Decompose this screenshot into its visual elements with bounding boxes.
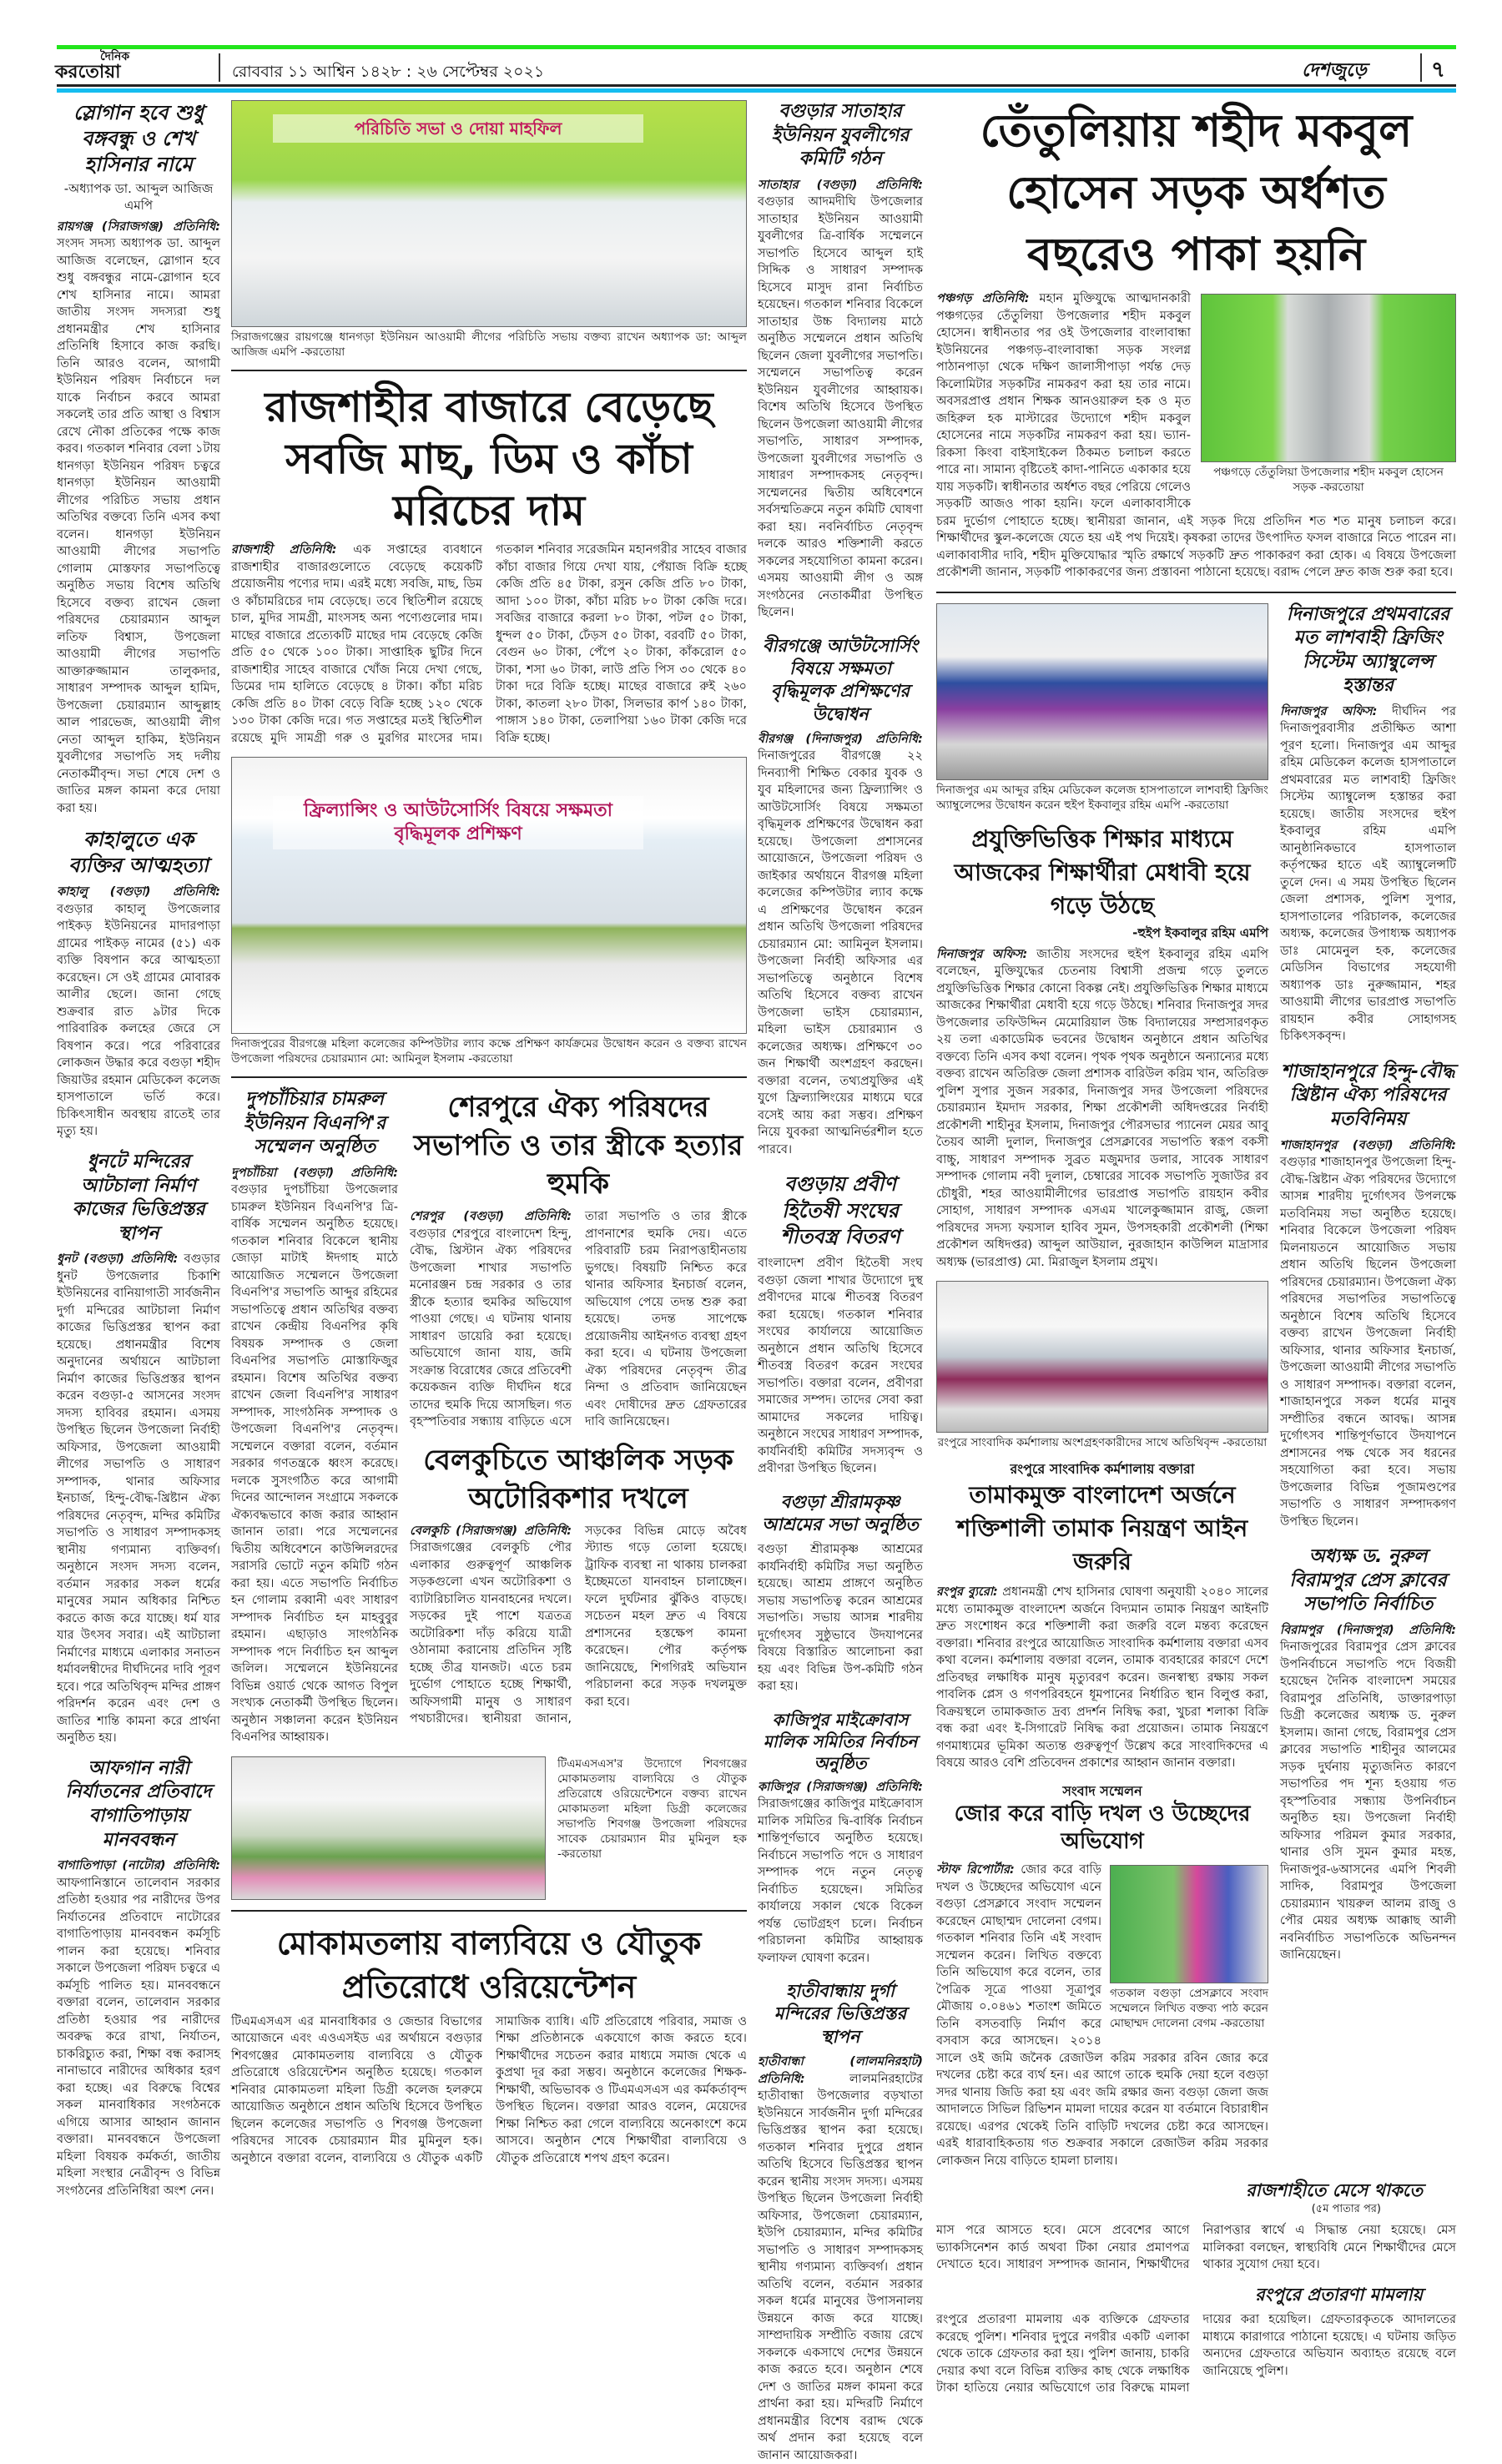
dateline: বেলকুচি (সিরাজগঞ্জ) প্রতিনিধি: [410, 1524, 572, 1538]
row-right-main [936, 603, 1456, 2170]
figure-press-conference [1110, 1865, 1268, 2031]
article-body [57, 1251, 220, 1747]
figure-dinajpur [936, 603, 1268, 813]
article-belkuchi [410, 1441, 747, 1728]
dateline: ধুনট (বগুড়া) প্রতিনিধি: [57, 1252, 179, 1267]
article-body [936, 946, 1268, 1272]
column-2 [231, 100, 747, 2167]
article-sherpur [410, 1088, 747, 1431]
dateline: রায়গঞ্জ (সিরাজগঞ্জ) প্রতিনিধি: [57, 219, 220, 234]
article-body [758, 1779, 923, 1968]
column-right [936, 100, 1456, 2397]
headline: বগুড়ায় প্রবীণ হিতৈষী সংঘের শীতবস্ত্র বিতরণ [780, 1172, 900, 1248]
dateline: রাজশাহী প্রতিনিধি: [231, 543, 337, 557]
body-text: জাতীয় সংসদের হুইপ ইকবালুর রহিম এমপি বলেছেন, মুক্তিযুদ্ধের চেতনায় বিশ্বাসী প্রজন্ম গড়ে তুলতে প্রযুক্তিভিত্তিক শিক্ষার কোনো বিকল্প নেই। প্রযুক্তিভিত্তিক শিক্ষার মাধ্যমে আজকের শিক্ষার্থীরা মেধাবী হয়ে গড়ে উঠছে। শনিবার দিনাজপুর সদর উপজেলার তফিউদ্দিন মেমোরিয়াল উচ্চ বিদ্যালয়ের সম্প্রসারণকৃত ২য় তলা একাডেমিক ভবনের উদ্বোধন অনুষ্ঠানে প্রধান অতিথির বক্তব্যে তিনি এসব কথা বলেন। পৃথক পৃথক অনুষ্ঠানে অন্যান্যের মধ্যে বক্তব্য রাখেন অতিরিক্ত জেলা প্রশাসক বারিউল করিম খান, অতিরিক্ত পুলিশ সুপার সুজন সরকার, দিনাজপুর সদর উপজেলা পরিষদের চেয়ারম্যান ইমদাদ সরকার, শিক্ষা প্রকৌশলী অধিদপ্তরের নির্বাহী প্রকৌশলী শাহীনুর ইসলাম, দিনাজপুর পৌরসভার প্যানেল মেয়র আবু তৈয়ব আলী দুলাল, দিনাজপুর প্রেসক্লাবের সভাপতি স্বরূপ বকসী বাচ্চু, সাধারণ সম্পাদক সুব্রত মজুমদার ডলার, সাবেক সাধারণ সম্পাদক গোলাম নবী দুলাল, চেম্বারের সাবেক সভাপতি সুজাউর রব চৌধুরী, শহর আওয়ামীলীগের ভারপ্রাপ্ত সভাপতি রায়হান কবীর সোহাগ, সাধারণ সম্পাদক এসএম খালেকুজ্জামান রাজু, জেলা পরিষদের সদস্য ফয়সাল হাবিব সুমন, উপসহকারী প্রকৌশলী (শিক্ষা প্রকৌশল অধিদপ্তর) আব্দুল আউয়াল, নুরজাহান কাউন্সিল মাদ্রাসার অধ্যক্ষ (ভারপ্রাপ্ত) মো. মিরাজুল ইসলাম প্রমুখ। [936, 947, 1268, 1269]
headline: অধ্যক্ষ ড. নুরুল বিরামপুর প্রেস ক্লাবের সভাপতি নির্বাচিত [1289, 1546, 1447, 1615]
figure-slogan [231, 100, 747, 360]
dateline: সাতাহার (বগুড়া) প্রতিনিধি: [758, 178, 923, 192]
article-kazipur [758, 1709, 923, 1968]
headline: রাজশাহীর বাজারে বেড়েছে সবজি মাছ, ডিম ও কাঁচা মরিচের দাম [265, 383, 713, 535]
body-text: সংসদ সদস্য অধ্যাপক ডা. আব্দুল আজিজ বলেছেন, স্লোগান হবে শুধু বঙ্গবন্ধুর নামে-স্লোগান হবে শেখ হাসিনার নামে। আমরা জাতীয় সংসদ সদস্যরা শুধু প্রধানমন্ত্রীর শেখ হাসিনার প্রতিনিধি হিসাবে কাজ করছি। তিনি আরও বলেন, আগামী ইউনিয়ন পরিষদ নির্বাচনে দল যাকে নির্বাচন করবে আমরা সকলেই তার প্রতি আস্থা ও বিশ্বাস রেখে নৌকা প্রতিকের পক্ষে কাজ করব। গতকাল শনিবার বেলা ১টায় ধানগড়া ইউনিয়ন পরিষদ চত্বরে ধানগড়া ইউনিয়ন আওয়ামী লীগের পরিচিত সভায় প্রধান অতিথির বক্তব্যে তিনি এসব কথা বলেন। ধানগড়া ইউনিয়ন আওয়ামী লীগের সভাপতি গোলাম মোস্তফার সভাপতিত্বে অনুষ্ঠিত সভায় বিশেষ অতিথি হিসেবে বক্তব্য রাখেন জেলা পরিষদের চেয়ারম্যান আব্দুল লতিফ বিশ্বাস, উপজেলা আওয়ামী লীগের সভাপতি আক্তারুজ্জামান তালুকদার, সাধারণ সম্পাদক আব্দুল হামিদ, উপজেলা চেয়ারম্যান আব্দুল্লাহ আল পারভেজ, আওয়ামী লীগ নেতা আব্দুল হাকিম, ইউনিয়ন যুবলীগের সভাপতি সহ দলীয় নেতাকর্মীবৃন্দ। সভা শেষে দেশ ও জাতির মঙ্গল কামনা করে দোয়া করা হয়। [57, 237, 220, 815]
article-body [1280, 703, 1456, 1046]
dateline: স্টাফ রিপোর্টার: [936, 1863, 1015, 1877]
article-projukti [936, 823, 1268, 1272]
stack-right-right [1280, 603, 1456, 1964]
headline: হাতীবান্ধায় দুর্গা মন্দিরের ভিত্তিপ্রস্তর স্থাপন [774, 1981, 907, 2047]
article-body [936, 2311, 1456, 2397]
masthead-rule-green [57, 45, 1456, 49]
article-body [57, 884, 220, 1141]
article-body [936, 1584, 1268, 1772]
article-body [410, 1208, 747, 1431]
body-text: বগুড়ার আদমদীঘি উপজেলার সাতাহার ইউনিয়ন আওয়ামী যুবলীগের ত্রি-বার্ষিক সম্মেলনে সভাপতি হিসেবে আব্দুল হাই সিদ্দিক ও সাধারণ সম্পাদক হিসেবে মাসুদ রানা নির্বাচিত হয়েছেন। গতকাল শনিবার বিকেলে সাতাহার উচ্চ বিদ্যালয় মাঠে অনুষ্ঠিত সম্মেলনে প্রধান অতিথি ছিলেন জেলা যুবলীগের সভাপতি। সম্মেলনে সভাপতিত্ব করেন ইউনিয়ন যুবলীগের আহ্বায়ক। বিশেষ অতিথি হিসেবে উপস্থিত ছিলেন উপজেলা আওয়ামী লীগের সভাপতি, সাধারণ সম্পাদক, উপজেলা যুবলীগের সভাপতি ও সাধারণ সম্পাদকসহ নেতৃবৃন্দ। সম্মেলনের দ্বিতীয় অধিবেশনে সর্বসম্মতিক্রমে নতুন কমিটি ঘোষণা করা হয়। নবনির্বাচিত নেতৃবৃন্দ দলকে আরও শক্তিশালী করতে সকলের সহযোগিতা কামনা করেন। এসময় আওয়ামী লীগ ও অঙ্গ সংগঠনের নেতাকর্মীরা উপস্থিত ছিলেন। [758, 195, 923, 620]
article-body [410, 1523, 747, 1728]
body-text: বগুড়া শ্রীরামকৃষ্ণ আশ্রমের কার্যনির্বাহী কমিটির সভা অনুষ্ঠিত হয়েছে। আশ্রম প্রাঙ্গণে অনুষ্ঠিত সভায় সভাপতিত্ব করেন আশ্রমের সভাপতি। সভায় আসন্ন শারদীয় দুর্গোৎসব সুষ্ঠুভাবে উদযাপনের বিষয়ে বিস্তারিত আলোচনা করা হয় এবং বিভিন্ন উপ-কমিটি গঠন করা হয়। [758, 1543, 923, 1694]
body-text: সিরাজগঞ্জের বেলকুচি পৌর এলাকার গুরুত্বপূর্ণ আঞ্চলিক সড়কগুলো এখন অটোরিকশা ও ব্যাটারিচালিত যানবাহনের দখলে। সড়কের দুই পাশে যত্রতত্র অটোরিকশা দাঁড় করিয়ে যাত্রী ওঠানামা করানোয় প্রতিদিন সৃষ্টি হচ্ছে তীব্র যানজট। এতে চরম দুর্ভোগ পোহাতে হচ্ছে শিক্ষার্থী, অফিসগামী মানুষ ও সাধারণ পথচারীদের। স্থানীয়রা জানান, সড়কের বিভিন্ন মোড়ে অবৈধ স্ট্যান্ড গড়ে তোলা হয়েছে। ট্রাফিক ব্যবস্থা না থাকায় চালকরা ইচ্ছেমতো যানবাহন চালাচ্ছেন। ফলে দুর্ঘটনার ঝুঁকিও বাড়ছে। সচেতন মহল দ্রুত এ বিষয়ে প্রশাসনের হস্তক্ষেপ কামনা করেছেন। পৌর কর্তৃপক্ষ জানিয়েছে, শিগগিরই অভিযান পরিচালনা করে সড়ক দখলমুক্ত করা হবে। [410, 1524, 747, 1726]
headline: বেলকুচিতে আঞ্চলিক সড়ক অটোরিকশার দখলে [423, 1443, 733, 1515]
article-hatibandha [758, 1980, 923, 2464]
article-body [231, 542, 747, 747]
photo-press-conference [1110, 1865, 1268, 1983]
headline: বীরগঞ্জে আউটসোর্সিং বিষয়ে সক্ষমতা বৃদ্ধিমূলক প্রশিক্ষণের উদ্বোধন [762, 635, 919, 724]
body-text: বগুড়ার শেরপুরে বাংলাদেশ হিন্দু, বৌদ্ধ, খ্রিস্টান ঐক্য পরিষদের উপজেলা শাখার সভাপতি মনোরঞ্জন চন্দ্র সরকার ও তার স্ত্রীকে হত্যার হুমকির অভিযোগ পাওয়া গেছে। এ ঘটনায় থানায় সাধারণ ডায়েরি করা হয়েছে। অভিযোগে জানা যায়, জমি সংক্রান্ত বিরোধের জেরে প্রতিবেশী কয়েকজন ব্যক্তি দীর্ঘদিন ধরে তাদের হুমকি দিয়ে আসছিল। গত বৃহস্পতিবার সন্ধ্যায় বাড়িতে এসে তারা সভাপতি ও তার স্ত্রীকে প্রাণনাশের হুমকি দেয়। এতে পরিবারটি চরম নিরাপত্তাহীনতায় ভুগছে। বিষয়টি নিশ্চিত করে থানার অফিসার ইনচার্জ বলেন, অভিযোগ পেয়ে তদন্ত শুরু করা হয়েছে। তদন্ত সাপেক্ষে প্রয়োজনীয় আইনগত ব্যবস্থা গ্রহণ করা হবে। এ ঘটনায় উপজেলা ঐক্য পরিষদের নেতৃবৃন্দ তীব্র নিন্দা ও প্রতিবাদ জানিয়েছেন এবং দোষীদের দ্রুত গ্রেফতারের দাবি জানিয়েছেন। [410, 1210, 747, 1429]
article-body [57, 219, 220, 818]
column-3 [758, 100, 923, 2464]
divider [219, 53, 220, 82]
headline: শেরপুরে ঐক্য পরিষদের সভাপতি ও তার স্ত্রীকে হত্যার হুমকি [413, 1091, 743, 1201]
article-body [936, 290, 1456, 582]
article-body [231, 2013, 747, 2168]
figure-mokamtola [231, 1756, 747, 1900]
dateline: দুপচাঁচিয়া (বগুড়া) প্রতিনিধি: [231, 1166, 398, 1180]
body-text: বাংলাদেশ প্রবীণ হিতৈষী সংঘ বগুড়া জেলা শাখার উদ্যোগে দুস্থ প্রবীণদের মাঝে শীতবস্ত্র বিতরণ করা হয়েছে। গতকাল শনিবার সংঘের কার্যালয়ে আয়োজিত অনুষ্ঠানে প্রধান অতিথি হিসেবে শীতবস্ত্র বিতরণ করেন সংঘের সভাপতি। বক্তারা বলেন, প্রবীণরা সমাজের সম্পদ। তাদের সেবা করা আমাদের সকলের দায়িত্ব। অনুষ্ঠানে সংঘের সাধারণ সম্পাদক, কার্যনির্বাহী কমিটির সদস্যবৃন্দ ও প্রবীণরা উপস্থিত ছিলেন। [758, 1257, 923, 1476]
body-text: দিনাজপুরের বিরামপুর প্রেস ক্লাবের উপনির্বাচনে সভাপতি পদে বিজয়ী হয়েছেন দৈনিক বাংলাদেশ সময়ের বিরামপুর প্রতিনিধি, ডাক্তারপাড়া ডিগ্রী কলেজের অধ্যক্ষ ড. নুরুল ইসলাম। জানা গেছে, বিরামপুর প্রেস ক্লাবের সভাপতি শাহীনুর আলমের সড়ক দুর্ঘনায় মৃত্যুজনিত কারণে সভাপতির পদ শূন্য হওয়ায় গত বৃহস্পতিবার সন্ধ্যায় উপনির্বাচন অনুষ্ঠিত হয়। উপজেলা নির্বাহী অফিসার পরিমল কুমার সরকার, থানার ওসি সুমন কুমার মহন্ত, দিনাজপুর-৬আসনের এমপি শিবলী সাদিক, বিরামপুর উপজেলা চেয়ারম্যান খায়রুল আলম রাজু ও পৌর মেয়র অধ্যক্ষ আক্কাছ আলী নবনির্বাচিত সভাপতিকে অভিনন্দন জানিয়েছেন। [1280, 1640, 1456, 1963]
photo-caption: দিনাজপুর এম আব্দুর রহিম মেডিকেল কলেজ হাসপাতালে লাশবাহী ফ্রিজিং অ্যাম্বুলেন্সের উদ্বোধন করেন হুইপ ইকবালুর রহিম এমপি -করতোয়া [936, 783, 1268, 812]
article-body [1280, 1622, 1456, 1964]
photo-caption: পঞ্চগড়ে তেঁতুলিয়া উপজেলার শহীদ মকবুল হোসেন সড়ক -করতোয়া [1213, 466, 1444, 494]
article-rajshahi [231, 381, 747, 747]
body-text: বগুড়ার শাজাহানপুর উপজেলা হিন্দু-বৌদ্ধ-খ্রিষ্টান ঐক্য পরিষদের উদ্যোগে আসন্ন শারদীয় দুর্গোৎসব উপলক্ষে মতবিনিময় সভা অনুষ্ঠিত হয়েছে। শনিবার বিকেলে উপজেলা পরিষদ মিলনায়তনে আয়োজিত সভায় প্রধান অতিথি ছিলেন উপজেলা পরিষদের চেয়ারম্যান। উপজেলা ঐক্য পরিষদের সভাপতির সভাপতিত্বে অনুষ্ঠানে বিশেষ অতিথি হিসেবে বক্তব্য রাখেন উপজেলা নির্বাহী অফিসার, থানার অফিসার ইনচার্জ, উপজেলা আওয়ামী লীগের সভাপতি ও সাধারণ সম্পাদক। বক্তারা বলেন, শাজাহানপুরে সকল ধর্মের মানুষ সম্প্রীতির বন্ধনে আবদ্ধ। আসন্ন দুর্গোৎসব শান্তিপূর্ণভাবে উদযাপনে প্রশাসনের পক্ষ থেকে সব ধরনের সহযোগিতা করা হবে। সভায় উপজেলার বিভিন্ন পূজামণ্ডপের সভাপতি ও সাধারণ সম্পাদকগণ উপস্থিত ছিলেন। [1280, 1156, 1456, 1529]
article-shajahanpur [1280, 1061, 1456, 1530]
body-text: দিনাজপুরের বীরগঞ্জে ২২ দিনব্যাপী শিক্ষিত বেকার যুবক ও যুব মহিলাদের জন্য ফ্রিল্যান্সিং ও আউটসোর্সিং বিষয়ে সক্ষমতা বৃদ্ধিমূলক প্রশিক্ষণের উদ্বোধন করা হয়েছে। উপজেলা প্রশাসনের আয়োজনে, উপজেলা পরিষদ ও জাইকার অর্থায়নে বীরগঞ্জ মহিলা কলেজের কম্পিউটার ল্যাব কক্ষে এ প্রশিক্ষণের উদ্বোধন করেন প্রধান অতিথি উপজেলা পরিষদের চেয়ারম্যান মো: আমিনুল ইসলাম। উপজেলা নির্বাহী অফিসার এর সভাপতিত্বে অনুষ্ঠানে বিশেষ অতিথি হিসেবে বক্তব্য রাখেন উপজেলা ভাইস চেয়ারম্যান, মহিলা ভাইস চেয়ারম্যান ও কলেজের অধ্যক্ষ। প্রশিক্ষণে ৩০ জন শিক্ষার্থী অংশগ্রহণ করছেন। বক্তারা বলেন, তথ্যপ্রযুক্তির এই যুগে ফ্রিল্যান্সিংয়ের মাধ্যমে ঘরে বসেই আয় করা সম্ভব। প্রশিক্ষণ নিয়ে যুবকরা আত্মনির্ভরশীল হতে পারবে। [758, 749, 923, 1156]
headline: কাহালুতে এক ব্যক্তির আত্মহত্যা [68, 828, 209, 878]
article-tetulia [936, 100, 1456, 582]
article-body [57, 1857, 220, 2199]
newspaper-logo: করতোয়া [55, 62, 121, 83]
byline: -অধ্যাপক ডা. আব্দুল আজিজ এমপি [63, 180, 214, 213]
byline: -হুইপ ইকবালুর রহিম এমপি [1132, 925, 1268, 940]
body-text: রংপুরে প্রতারণা মামলায় এক ব্যক্তিকে গ্রেফতার করেছে পুলিশ। শনিবার দুপুরে নগরীর একটি এলাকা থেকে তাকে গ্রেফতার করা হয়। পুলিশ জানায়, চাকরি দেয়ার কথা বলে বিভিন্ন ব্যক্তির কাছ থেকে লক্ষাধিক টাকা হাতিয়ে নেয়ার অভিযোগে তার বিরুদ্ধে মামলা দায়ের করা হয়েছিল। গ্রেফতারকৃতকে আদালতের মাধ্যমে কারাগারে পাঠানো হয়েছে। এ ঘটনায় জড়িত অন্যদের গ্রেফতারে অভিযান অব্যাহত রয়েছে বলে জানিয়েছে পুলিশ। [936, 2313, 1456, 2396]
dateline: দিনাজপুর অফিস: [936, 947, 1028, 961]
body-text: মাস পরে আসতে হবে। মেসে প্রবেশের আগে ভ্যাকসিনেশন কার্ড অথবা টিকা নেয়ার প্রমাণপত্র দেখাতে হবে। সাধারণ সম্পাদক জানান, শিক্ষার্থীদের নিরাপত্তার স্বার্থে এ সিদ্ধান্ত নেয়া হয়েছে। মেস মালিকরা বলছেন, স্বাস্থ্যবিধি মেনে শিক্ষার্থীদের মেসে থাকার সুযোগ দেয়া হবে। [936, 2224, 1456, 2272]
body-text: আফগানিস্তানে তালেবান সরকার প্রতিষ্ঠা হওয়ার পর নারীদের উপর নির্যাতনের প্রতিবাদে নাটোরের বাগাতিপাড়ায় মানববন্ধন কর্মসূচি পালন করা হয়েছে। শনিবার সকালে উপজেলা পরিষদ চত্বরে এ কর্মসূচি পালিত হয়। মানববন্ধনে বক্তারা বলেন, তালেবান সরকার প্রতিষ্ঠা হওয়ার পর নারীদের অবরুদ্ধ করে রাখা, নির্যাতন, চাকরিচ্যুত করা, শিক্ষা বন্ধ করাসহ নানাভাবে নারীদের অধিকার হরণ করা হচ্ছে। এর বিরুদ্ধে বিশ্বের সকল মানবাধিকার সংগঠনকে এগিয়ে আসার আহ্বান জানান বক্তারা। মানববন্ধনে উপজেলা মহিলা বিষয়ক কর্মকর্তা, জাতীয় মহিলা সংস্থার নেত্রীবৃন্দ ও বিভিন্ন সংগঠনের প্রতিনিধিরা অংশ নেন। [57, 1876, 220, 2198]
headline: বগুড়া শ্রীরামকৃষ্ণ আশ্রমের সভা অনুষ্ঠিত [762, 1491, 919, 1534]
article-body [758, 1541, 923, 1696]
stack-sherpur-belkuchi [410, 1088, 747, 1728]
photo-rangpur-workshop [936, 1281, 1268, 1433]
kicker: রংপুরে সাংবাদিক কর্মশালায় বক্তারা [1010, 1461, 1195, 1477]
article-ambulance [1280, 603, 1456, 1046]
article-nurul [1280, 1545, 1456, 1964]
article-slogan [57, 100, 220, 817]
figure-rangpur [936, 1281, 1268, 1450]
headline: রাজশাহীতে মেসে থাকতে [1246, 2180, 1423, 2201]
dateline: রংপুর ব্যুরো: [936, 1585, 998, 1599]
dateline: হাতীবান্ধা (লালমনিরহাট) প্রতিনিধি: [758, 2055, 923, 2086]
body-text: মহান মুক্তিযুদ্ধে আত্মদানকারী পঞ্চগড়ের তেঁতুলিয়া উপজেলার শহীদ মকবুল হোসেন। স্বাধীনতার পর ওই উপজেলার বাংলাবান্ধা ইউনিয়নের পঞ্চগড়-বাংলাবান্ধা সড়ক সংলগ্ন পাঠানপাড়া থেকে দক্ষিণ জালাসীপাড়া পর্যন্ত দেড় কিলোমিটার সড়কটির নামকরণ করা হয় তার নামে। অবসরপ্রাপ্ত প্রধান শিক্ষক আনওয়ারুল হক ও মৃত জহিরুল হক মাস্টারের উদ্যোগে শহীদ মকবুল হোসেনের নামে সড়কটির নামকরণ করা হয়। ভ্যান-রিকসা কিংবা বাইসাইকেল ঠিকমত চলাচল করতে পারে না। সামান্য বৃষ্টিতেই কাদা-পানিতে একাকার হয়ে যায় সড়কটি। স্বাধীনতার অর্ধশত বছর পেরিয়ে গেলেও সড়কটি আজও পাকা হয়নি। ফলে এলাকাবাসীকে চরম দুর্ভোগ পোহাতে হচ্ছে। স্থানীয়রা জানান, এই সড়ক দিয়ে প্রতিদিন শত শত মানুষ চলাচল করে। শিক্ষার্থীদের স্কুল-কলেজে যেতে হয় এই পথ দিয়েই। কৃষকরা তাদের উৎপাদিত ফসল বাজারে নিতে পারেন না। এলাকাবাসীর দাবি, শহীদ মুক্তিযোদ্ধার স্মৃতি রক্ষার্থে সড়কটি দ্রুত পাকাকরণ করা হোক। এ বিষয়ে উপজেলা প্রকৌশলী জানান, সড়কটি পাকাকরণের জন্য প্রস্তাবনা পাঠানো হয়েছে। বরাদ্দ পেলে দ্রুত কাজ শুরু করা হবে। [936, 292, 1456, 579]
body-text: প্রধানমন্ত্রী শেখ হাসিনার ঘোষণা অনুযায়ী ২০৪০ সালের মধ্যে তামাকমুক্ত বাংলাদেশ অর্জনে বিদ্যমান তামাক নিয়ন্ত্রণ আইনটি দ্রুত সংশোধন করে শক্তিশালী করা জরুরি বলে মন্তব্য করেছেন বক্তারা। শনিবার রংপুরে আয়োজিত সাংবাদিক কর্মশালায় বক্তারা এসব কথা বলেন। কর্মশালায় বক্তারা বলেন, তামাক ব্যবহারের কারণে দেশে প্রতিবছর লক্ষাধিক মানুষ মৃত্যুবরণ করেন। জনস্বাস্থ্য রক্ষায় সকল পাবলিক প্লেস ও গণপরিবহনে ধূমপানের নির্ধারিত স্থান বিলুপ্ত করা, বিক্রয়স্থলে তামাকজাত দ্রব্য প্রদর্শন নিষিদ্ধ করা, খুচরা শলাকা বিক্রি বন্ধ করা এবং ই-সিগারেট নিষিদ্ধ করা প্রয়োজন। তামাক নিয়ন্ত্রণে গণমাধ্যমের ভূমিকা অত্যন্ত গুরুত্বপূর্ণ উল্লেখ করে সাংবাদিকদের এ বিষয়ে আরও বেশি প্রতিবেদন প্রকাশের আহ্বান জানান বক্তারা। [936, 1585, 1269, 1770]
article-afghan [57, 1757, 220, 2199]
dateline: কাহালু (বগুড়া) প্রতিনিধি: [57, 885, 220, 899]
photo-caption: গতকাল বগুড়া প্রেসক্লাবে সংবাদ সম্মেলনে লিখিত বক্তব্য পাঠ করেন মোছাম্মদ দোলেনা বেগম -করতোয়া [1110, 1987, 1268, 2031]
headline: দিনাজপুরে প্রথমবারের মত লাশবাহী ফ্রিজিং সিস্টেম অ্যাম্বুলেন্স হস্তান্তর [1286, 603, 1450, 697]
article-body [1280, 1137, 1456, 1531]
divider [231, 1910, 747, 1912]
continued-note: (৫ম পাতার পর) [1311, 2203, 1381, 2216]
body-text: টিএমএসএস এর মানবাধিকার ও জেন্ডার বিভাগের আয়োজনে এবং এওএসইড এর অর্থায়নে বগুড়ার শিবগঞ্জের মোকামতলায় বাল্যবিয়ে ও যৌতুক প্রতিরোধে ওরিয়েন্টেশন অনুষ্ঠিত হয়েছে। গতকাল শনিবার মোকামতলা মহিলা ডিগ্রী কলেজ হলরুমে আয়োজিত অনুষ্ঠানে প্রধান অতিথি হিসেবে উপস্থিত ছিলেন কলেজের সভাপতি ও শিবগঞ্জ উপজেলা পরিষদের সাবেক চেয়ারম্যান মীর মুমিনুল হক। অনুষ্ঠানে বক্তারা বলেন, বাল্যবিয়ে ও যৌতুক একটি সামাজিক ব্যাধি। এটি প্রতিরোধে পরিবার, সমাজ ও শিক্ষা প্রতিষ্ঠানকে একযোগে কাজ করতে হবে। শিক্ষার্থীদের সচেতন করার মাধ্যমে সমাজ থেকে এ কুপ্রথা দূর করা সম্ভব। অনুষ্ঠানে কলেজের শিক্ষক-শিক্ষার্থী, অভিভাবক ও টিএমএসএস এর কর্মকর্তাবৃন্দ উপস্থিত ছিলেন। বক্তারা আরও বলেন, মেয়েদের শিক্ষা নিশ্চিত করা গেলে বাল্যবিয়ে অনেকাংশে কমে আসবে। অনুষ্ঠান শেষে শিক্ষার্থীরা বাল্যবিয়ে ও যৌতুক প্রতিরোধে শপথ গ্রহণ করেন। [231, 2014, 747, 2165]
article-sattahar [758, 100, 923, 622]
body-text: দীর্ঘদিন পর দিনাজপুরবাসীর প্রতীক্ষিত আশা পূরণ হলো। দিনাজপুর এম আব্দুর রহিম মেডিকেল কলেজ হাসপাতালে প্রথমবারের মত লাশবাহী ফ্রিজিং সিস্টেম অ্যাম্বুলেন্স হস্তান্তর করা হয়েছে। জাতীয় সংসদের হুইপ ইকবালুর রহিম এমপি আনুষ্ঠানিকভাবে হাসপাতাল কর্তৃপক্ষের হাতে এই অ্যাম্বুলেন্সটি তুলে দেন। এ সময় উপস্থিত ছিলেন জেলা প্রশাসক, পুলিশ সুপার, হাসপাতালের পরিচালক, কলেজের অধ্যক্ষ, কলেজের উপাধ্যক্ষ অধ্যাপক ডাঃ মোমেনুল হক, কলেজের মেডিসিন বিভাগের সহযোগী অধ্যাপক ডাঃ নুরুজ্জামান, শহর আওয়ামী লীগের ভারপ্রাপ্ত সভাপতি রায়হান কবীর সোহাগসহ চিকিৎসকবৃন্দ। [1280, 704, 1456, 1044]
headline: তেঁতুলিয়ায় শহীদ মকবুল হোসেন সড়ক অর্ধশত বছরেও পাকা হয়নি [980, 104, 1413, 280]
article-mess [936, 2179, 1456, 2274]
article-body [758, 731, 923, 1159]
body-text: বগুড়ার দুপচাঁচিয়া উপজেলার চামরুল ইউনিয়ন বিএনপি'র ত্রি-বার্ষিক সম্মেলন অনুষ্ঠিত হয়েছে। গতকাল শনিবার বিকেলে স্থানীয় জোড়া মাটাই ঈদগাহ মাঠে আয়োজিত সম্মেলনে উপজেলা বিএনপি'র সভাপতি আব্দুর রহিমের সভাপতিত্বে প্রধান অতিথির বক্তব্য রাখেন কেন্দ্রীয় বিএনপির কৃষি বিষয়ক সম্পাদক ও জেলা বিএনপির সভাপতি মোস্তাফিজুর রহমান। বিশেষ অতিথির বক্তব্য রাখেন জেলা বিএনপি'র সাধারণ সম্পাদক, সাংগঠনিক সম্পাদক ও উপজেলা বিএনপি'র নেতৃবৃন্দ। সম্মেলনে বক্তারা বলেন, বর্তমান সরকার গণতন্ত্রকে ধ্বংস করেছে। দলকে সুসংগঠিত করে আগামী দিনের আন্দোলন সংগ্রামে সকলকে ঐক্যবদ্ধভাবে কাজ করার আহ্বান জানান তারা। পরে সম্মেলনের দ্বিতীয় অধিবেশনে কাউন্সিলরদের সরাসরি ভোটে নতুন কমিটি গঠন করা হয়। এতে সভাপতি নির্বাচিত হন গোলাম রব্বানী এবং সাধারণ সম্পাদক নির্বাচিত হন মাহবুবুর রহমান। এছাড়াও সাংগঠনিক সম্পাদক পদে নির্বাচিত হন আব্দুল জলিল। সম্মেলনে ইউনিয়নের বিভিন্ন ওয়ার্ড থেকে আগত বিপুল সংখ্যক নেতাকর্মী উপস্থিত ছিলেন। অনুষ্ঠান সঞ্চালনা করেন ইউনিয়ন বিএনপির আহ্বায়ক। [231, 1183, 398, 1745]
dateline: পঞ্চগড় প্রতিনিধি: [936, 292, 1030, 305]
photo-tetulia-road [1201, 294, 1456, 462]
column-1 [57, 100, 220, 2199]
article-body [758, 177, 923, 622]
headline: ধুনটে মন্দিরের আটচালা নির্মাণ কাজের ভিত্তিপ্রস্তর স্থাপন [72, 1151, 205, 1244]
article-protarona [936, 2284, 1456, 2397]
body-text: লালমনিরহাটের হাতীবান্ধা উপজেলার বড়খাতা ইউনিয়নে সার্বজনীন দুর্গা মন্দিরের ভিত্তিপ্রস্তর স্থাপন করা হয়েছে। গতকাল শনিবার দুপুরে প্রধান অতিথি হিসেবে ভিত্তিপ্রস্তর স্থাপন করেন স্থানীয় সংসদ সদস্য। এসময় উপস্থিত ছিলেন উপজেলা নির্বাহী অফিসার, উপজেলা চেয়ারম্যান, ইউপি চেয়ারম্যান, মন্দির কমিটির সভাপতি ও সাধারণ সম্পাদকসহ স্থানীয় গণ্যমান্য ব্যক্তিবর্গ। প্রধান অতিথি বলেন, বর্তমান সরকার সকল ধর্মের মানুষের উপাসনালয় উন্নয়নে কাজ করে যাচ্ছে। সাম্প্রদায়িক সম্প্রীতি বজায় রেখে সকলকে একসাথে দেশের উন্নয়নে কাজ করতে হবে। অনুষ্ঠান শেষে দেশ ও জাতির মঙ্গল কামনা করে প্রার্থনা করা হয়। মন্দিরটি নির্মাণে প্রধানমন্ত্রীর বিশেষ বরাদ্দ থেকে অর্থ প্রদান করা হয়েছে বলে জানান আয়োজকরা। [758, 2072, 923, 2462]
logo-tagline: দৈনিক [100, 50, 130, 63]
headline: প্রযুক্তিভিত্তিক শিক্ষার মাধ্যমে আজকের শিক্ষার্থীরা মেধাবী হয়ে গড়ে উঠছে [954, 824, 1251, 920]
masthead-rule-black [57, 84, 1456, 87]
photo-mokamtola [231, 1756, 546, 1900]
dateline: বীরগঞ্জ (দিনাজপুর) প্রতিনিধি: [758, 732, 923, 746]
dateline: কাজিপুর (সিরাজগঞ্জ) প্রতিনিধি: [758, 1780, 923, 1794]
photo-caption: রংপুরে সাংবাদিক কর্মশালায় অংশগ্রহণকারীদের সাথে অতিথিবৃন্দ -করতোয়া [937, 1436, 1268, 1449]
article-dhunat [57, 1151, 220, 1747]
photo-caption: টিএমএসএস'র উদ্যোগে শিবগঞ্জের মোকামতলায় বাল্যবিয়ে ও যৌতুক প্রতিরোধে ওরিয়েন্টেশনে বক্তব্য রাখেন মোকামতলা মহিলা ডিগ্রী কলেজের সভাপতি শিবগঞ্জ উপজেলা পরিষদের সাবেক চেয়ারম্যান মীর মুমিনুল হক -করতোয়া [557, 1756, 747, 1861]
article-body [936, 2222, 1456, 2274]
headline: কাজিপুর মাইক্রোবাস মালিক সমিতির নির্বাচন অনুষ্ঠিত [763, 1709, 918, 1773]
dateline: বাগাতিপাড়া (নাটোর) প্রতিনিধি: [57, 1859, 220, 1873]
divider [936, 592, 1456, 593]
photo-banner-text: পরিচিতি সভা ও দোয়া মাহফিল [273, 114, 643, 143]
body-text: এক সপ্তাহের ব্যবধানে রাজশাহীর বাজারগুলোতে বেড়েছে কয়েকটি প্রয়োজনীয় পণ্যের দাম। এরই মধ্যে সবজি, মাছ, ডিম ও কাঁচামরিচের দাম বেড়েছে। তবে স্থিতিশীল রয়েছে চাল, মুদির সামগ্রী, মাংসসহ অন্য পণ্যেগুলোর দাম। মাছের বাজারে প্রত্যেকটি মাছের দাম বেড়েছে কেজি প্রতি ৫০ থেকে ১০০ টাকা। সাপ্তাহিক ছুটির দিনে রাজশাহীর সাহেব বাজারে খোঁজ নিয়ে দেখা গেছে, ডিমের দাম হালিতে বেড়েছে ৪ টাকা। কাঁচা মরিচ কেজি প্রতি ৪০ টাকা বেড়ে বিক্রি হচ্ছে ১২০ থেকে ১৩০ টাকা কেজি দরে। গত সপ্তাহের মতই স্থিতিশীল রয়েছে মুদি সামগ্রী গরু ও মুরগির মাংসের দাম। গতকাল শনিবার সরেজমিন মহানগরীর সাহেব বাজার কাঁচা বাজার গিয়ে দেখা যায়, পেঁয়াজ বিক্রি হচ্ছে কেজি প্রতি ৪৫ টাকা, রসুন কেজি প্রতি ৮০ টাকা, আদা ১০০ টাকা, কাঁচা মরিচ ৮০ টাকা কেজি দরে। সবজির বাজারে করলা ৮০ টাকা, পটল ৫০ টাকা, ধুন্দল ৫০ টাকা, ঢেঁড়স ৫০ টাকা, বরবটি ৫০ টাকা, বেগুন ৬০ টাকা, পেঁপে ২০ টাকা, কাঁকরোল ৫০ টাকা, শসা ৬০ টাকা, লাউ প্রতি পিস ৩০ থেকে ৪০ টাকা দরে বিক্রি হচ্ছে। মাছের বাজারে রুই ২৬০ টাকা, কাতলা ২৮০ টাকা, সিলভার কার্প ১৪০ টাকা, পাঙ্গাস ১৪০ টাকা, তেলাপিয়া ১৬০ টাকা কেজি দরে বিক্রি হচ্ছে। [231, 543, 747, 745]
article-body [936, 1862, 1268, 2169]
article-body [758, 1255, 923, 1478]
body-text: জোর করে বাড়ি দখল ও উচ্ছেদের অভিযোগ এনে বগুড়া প্রেসক্লাবে সংবাদ সম্মেলন করেছেন মোছাম্মদ দোলেনা বেগম। গতকাল শনিবার তিনি এই সংবাদ সম্মেলন করেন। লিখিত বক্তব্যে তিনি অভিযোগ করে বলেন, তার পৈত্রিক সূত্রে পাওয়া সূত্রাপুর মৌজায় ০.০৪৬১ শতাংশ জমিতে তিনি বসতবাড়ি নির্মাণ করে বসবাস করে আসছেন। ২০১৪ সালে ওই জমি জনৈক রেজাউল করিম সরকার রবিন জোর করে দখলের চেষ্টা করে ব্যর্থ হন। এর আগে তাকে হুমকি দেয়া হলে বগুড়া সদর থানায় জিডি করা হয় এবং জমি রক্ষার জন্য বগুড়া জেলা জজ আদালতে সিভিল রিভিশন মামলা দায়ের করেন যা বর্তমানে বিচারাধীন রয়েছে। এরপর থেকেই তিনি বাড়িটি দখলের চেষ্টা করে আসছেন। এরই ধারাবাহিকতায় গত শুক্রবার সকালে রেজাউল করিম সরকার লোকজন নিয়ে বাড়িতে হামলা চালায়। [936, 1863, 1268, 2168]
masthead-rule-blue [57, 88, 1456, 93]
photo-banner-text: ফ্রিল্যান্সিং ও আউটসোর্সিং বিষয়ে সক্ষমতা বৃদ্ধিমূলক প্রশিক্ষণ [273, 796, 643, 849]
headline: স্লোগান হবে শুধু বঙ্গবন্ধু ও শেখ হাসিনার নামে [73, 101, 204, 177]
kicker: সংবাদ সম্মেলন [1062, 1782, 1142, 1799]
headline: শাজাহানপুরে হিন্দু-বৌদ্ধ খ্রিষ্টান ঐক্য পরিষদের মতবিনিময় [1281, 1061, 1455, 1131]
dateline: বিরামপুর (দিনাজপুর) প্রতিনিধি: [1280, 1623, 1456, 1637]
divider [231, 1076, 747, 1078]
headline: জোর করে বাড়ি দখল ও উচ্ছেদের অভিযোগ [954, 1801, 1251, 1855]
row-dupchanchia-sherpur [231, 1088, 747, 1746]
headline: আফগান নারী নির্যাতনের প্রতিবাদে বাগাতিপাড়ায় মানববন্ধন [65, 1757, 212, 1851]
photo-caption: দিনাজপুরের বীরগঞ্জে মহিলা কলেজের কম্পিউটার ল্যাব কক্ষে প্রশিক্ষণ কার্যক্রমের উদ্বোধন করেন ও বক্তব্য রাখেন উপজেলা পরিষদের চেয়ারম্যান মো: আমিনুল ইসলাম -করতোয়া [231, 1037, 747, 1066]
headline: রংপুরে প্রতারণা মামলায় [1255, 2284, 1423, 2305]
article-birganj [758, 635, 923, 1159]
article-ramkrishna [758, 1491, 923, 1696]
article-mokamtola [231, 1922, 747, 2168]
issue-date: রোববার ১১ আশ্বিন ১৪২৮ : ২৬ সেপ্টেম্বর ২০২১ [232, 63, 545, 81]
article-probin [758, 1172, 923, 1477]
article-body [231, 1165, 398, 1746]
divider [1420, 53, 1422, 82]
stack-right-left [936, 603, 1268, 2170]
body-text: সিরাজগঞ্জের কাজিপুর মাইক্রোবাস মালিক সমিতির দ্বি-বার্ষিক নির্বাচন শান্তিপূর্ণভাবে অনুষ্ঠিত হয়েছে। নির্বাচনে সভাপতি পদে ও সাধারণ সম্পাদক পদে নতুন নেতৃত্ব নির্বাচিত হয়েছেন। সমিতির কার্যালয়ে সকাল থেকে বিকেল পর্যন্ত ভোটগ্রহণ চলে। নির্বাচন পরিচালনা কমিটির আহ্বায়ক ফলাফল ঘোষণা করেন। [758, 1797, 923, 1965]
photo-birganj-training [231, 757, 747, 1034]
section-name: দেশজুড়ে [1302, 60, 1367, 81]
article-body [758, 2053, 923, 2464]
page-number: ৭ [1431, 58, 1445, 83]
photo-dinajpur-ambulance [936, 603, 1268, 780]
article-tamak [936, 1460, 1268, 1772]
body-text: বগুড়ার কাহালু উপজেলার পাইকড় ইউনিয়নের মাদারপাড়া গ্রামের পাইকড় নামের (৫১) এক ব্যক্তি বিষপান করে আত্মহত্যা করেছেন। সে ওই গ্রামের মোবারক আলীর ছেলে। জানা গেছে শুক্রবার রাত ৯টার দিকে পারিবারিক কলহের জেরে সে বিষপান করে। পরে পরিবারের লোকজন উদ্ধার করে বগুড়া শহীদ জিয়াউর রহমান মেডিকেল কলেজ হাসপাতালে ভর্তি করে। চিকিৎসাধীন অবস্থায় রাতেই তার মৃত্যু হয়। [57, 902, 220, 1139]
headline: তামাকমুক্ত বাংলাদেশ অর্জনে শক্তিশালী তামাক নিয়ন্ত্রণ আইন জরুরি [956, 1481, 1248, 1575]
article-jor [936, 1782, 1268, 2170]
divider [231, 370, 747, 371]
photo-slogan-meeting [231, 100, 747, 327]
dateline: দিনাজপুর অফিস: [1280, 704, 1378, 718]
article-dupchanchia [231, 1088, 398, 1746]
photo-caption: সিরাজগঞ্জের রায়গঞ্জে ধানগড়া ইউনিয়ন আওয়ামী লীগের পরিচিতি সভায় বক্তব্য রাখেন অধ্যাপক ডা: আব্দুল আজিজ এমপি -করতোয়া [231, 330, 747, 359]
figure-tetulia [1201, 294, 1456, 495]
dateline: শাজাহানপুর (বগুড়া) প্রতিনিধি: [1280, 1138, 1456, 1152]
headline: দুপচাঁচিয়ার চামরুল ইউনিয়ন বিএনপি'র সম্মেলন অনুষ্ঠিত [243, 1089, 386, 1158]
headline: মোকামতলায় বাল্যবিয়ে ও যৌতুক প্রতিরোধে ওরিয়েন্টেশন [276, 1924, 702, 2005]
figure-birganj [231, 757, 747, 1066]
article-kahalu [57, 827, 220, 1141]
headline: বগুড়ার সাতাহার ইউনিয়ন যুবলীগের কমিটি গঠন [771, 101, 910, 170]
body-text: বগুড়ার ধুনট উপজেলার চিকাশি ইউনিয়নের বানিয়াগাতী সার্বজনীন দুর্গা মন্দিরের আটচালা নির্মাণ কাজের ভিত্তিপ্রস্তর স্থাপন করা হয়েছে। প্রধানমন্ত্রীর বিশেষ অনুদানের অর্থায়নে আটচালা নির্মাণ কাজের ভিত্তিপ্রস্তর স্থাপন করেন বগুড়া-৫ আসনের সংসদ সদস্য হাবিবর রহমান। এসময় উপস্থিত ছিলেন উপজেলা নির্বাহী অফিসার, উপজেলা আওয়ামী লীগের সভাপতি ও সাধারণ সম্পাদক, থানার অফিসার ইনচার্জ, হিন্দু-বৌদ্ধ-খ্রিষ্টান ঐক্য পরিষদের নেতৃবৃন্দ, মন্দির কমিটির সভাপতি ও সাধারণ সম্পাদকসহ স্থানীয় গণ্যমান্য ব্যক্তিবর্গ। অনুষ্ঠানে সংসদ সদস্য বলেন, বর্তমান সরকার সকল ধর্মের মানুষের সমান অধিকার নিশ্চিত করতে কাজ করে যাচ্ছে। ধর্ম যার যার উৎসব সবার। এই আটচালা নির্মাণের মাধ্যমে এলাকার সনাতন ধর্মাবলম্বীদের দীর্ঘদিনের দাবি পূরণ হবে। পরে অতিথিবৃন্দ মন্দির প্রাঙ্গণ পরিদর্শন করেন এবং দেশ ও জাতির শান্তি কামনা করে প্রার্থনা অনুষ্ঠিত হয়। [57, 1252, 221, 1746]
dateline: শেরপুর (বগুড়া) প্রতিনিধি: [410, 1210, 572, 1223]
